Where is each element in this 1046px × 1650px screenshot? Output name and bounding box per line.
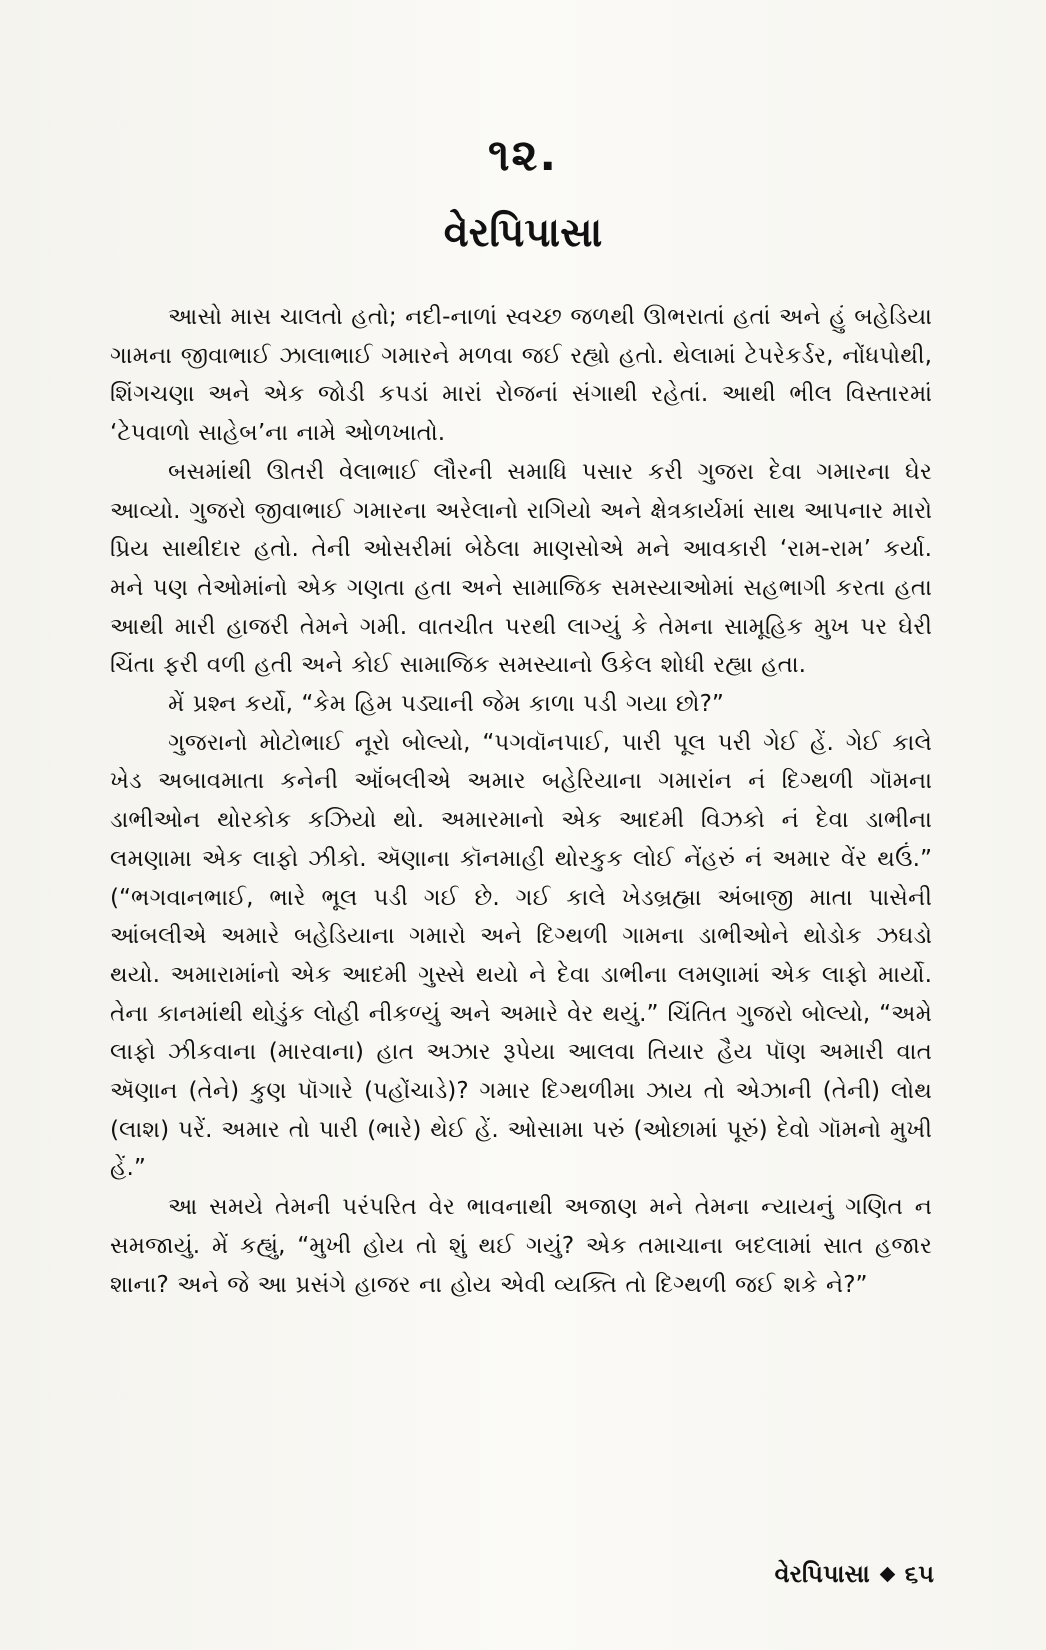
paragraph-3: મેં પ્રશ્ન કર્યો, “કેમ હિમ પડ્યાની જેમ કાળા પડી ગયા છો?” <box>168 690 724 718</box>
paragraph-1: આસો માસ ચાલતો હતો; નદી-નાળાં સ્વચ્છ જળથી ઊભરાતાં હતાં અને હું બહેડિયા ગામના જીવાભાઈ ઝાલાભાઈ ગમારને મળવા જઈ રહ્યો હતો. થેલામાં ટેપરેકર્ડર, નોંધપોથી, શિંગચણા અને એક જોડી કપડાં મારાં રોજનાં સંગાથી રહેતાં. આથી ભીલ વિસ્તારમાં ‘ટેપવાળો સાહેબ’ના નામે ઓળખાતો. <box>110 303 932 447</box>
page-footer <box>775 1560 934 1588</box>
diamond-icon <box>880 1566 896 1582</box>
paragraph-5: આ સમયે તેમની પરંપરિત વેર ભાવનાથી અજાણ મને તેમના ન્યાયનું ગણિત ન સમજાયું. મેં કહ્યું, “મુખી હોય તો શું થઈ ગયું? એક તમાચાના બદલામાં સાત હજાર શાના? અને જે આ પ્રસંગે હાજર ના હોય એવી વ્યક્તિ તો દિગ્થળી જઈ શકે ને?” <box>110 1193 932 1298</box>
paragraph-2: બસમાંથી ઊતરી વેલાભાઈ લૌરની સમાધિ પસાર કરી ગુજરા દેવા ગમારના ઘેર આવ્યો. ગુજરો જીવાભાઈ ગમારના અરેલાનો રાગિયો અને ક્ષેત્રકાર્યમાં સાથ આપનાર મારો પ્રિય સાથીદાર હતો. તેની ઓસરીમાં બેઠેલા માણસોએ મને આવકારી ‘રામ-રામ’ કર્યા. મને પણ તેઓમાંનો એક ગણતા હતા અને સામાજિક સમસ્યાઓમાં સહભાગી કરતા હતા આથી મારી હાજરી તેમને ગમી. વાતચીત પરથી લાગ્યું કે તેમના સામૂહિક મુખ પર ઘેરી ચિંતા ફરી વળી હતી અને કોઈ સામાજિક સમસ્યાનો ઉકેલ શોધી રહ્યા હતા. <box>110 457 932 679</box>
body-text <box>110 298 932 1304</box>
page-number: ૬૫ <box>904 1560 934 1588</box>
chapter-title: વેરપિપાસા <box>443 210 603 256</box>
chapter-number: ૧૨. <box>487 130 559 181</box>
paragraph-4: ગુજરાનો મોટોભાઈ નૂરો બોલ્યો, “પગવૉનપાઈ, પારી પૂલ પરી ગેઈ હેં. ગેઈ કાલે ખેડ અબાવમાતા કનેની ઑંબલીએ અમાર બહેરિયાના ગમારાંન નં દિગ્થળી ગૉમના ડાભીઓન થોરકોક કઝિયો થો. અમારમાનો એક આદમી વિઝકો નં દેવા ડાભીના લમણામા એક લાફો ઝીકો. ઍણાના કૉનમાહી થોરકુક લોઈ નેંહરું નં અમાર વેંર થઉં.” (“ભગવાનભાઈ, ભારે ભૂલ પડી ગઈ છે. ગઈ કાલે ખેડબ્રહ્મા અંબાજી માતા પાસેની આંબલીએ અમારે બહેડિયાના ગમારો અને દિગ્થળી ગામના ડાભીઓને થોડોક ઝઘડો થયો. અમારામાંનો એક આદમી ગુસ્સે થયો ને દેવા ડાભીના લમણામાં એક લાફો માર્યો. તેના કાનમાંથી થોડુંક લોહી નીકળ્યું અને અમારે વેર થયું.” ચિંતિત ગુજરો બોલ્યો, “અમે લાફો ઝીકવાના (મારવાના) હાત અઝાર રૂપેયા આલવા તિયાર હૈય પૉણ અમારી વાત ઍણાન (તેને) કુણ પૉગારે (પહોંચાડે)? ગમાર દિગ્થળીમા ઝાય તો એઝાની (તેની) લોથ (લાશ) પરેં. અમાર તો પારી (ભારે) થેઈ હેં. ઓસામા પરું (ઓછામાં પૂરું) દેવો ગૉમનો મુખી હેં.” <box>110 728 932 1182</box>
running-title: વેરપિપાસા <box>774 1560 870 1588</box>
